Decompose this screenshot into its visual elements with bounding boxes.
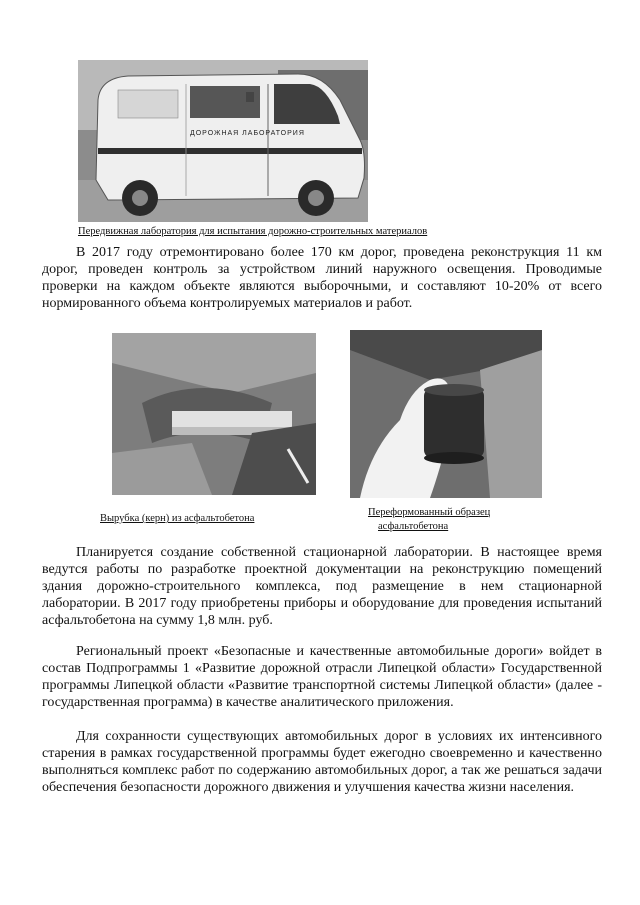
van-photo-caption: Передвижная лаборатория для испытания дорожно-строительных материалов [78,226,428,237]
van-side-lettering: ДОРОЖНАЯ ЛАБОРАТОРИЯ [190,130,305,137]
sample-photo-caption-line1: Переформованный образец [368,507,491,518]
mobile-lab-van-photo [78,60,368,222]
paragraph-1: В 2017 году отремонтировано более 170 км дорог, проведена реконструкция 11 км дорог, проведен контроль за устройством линий наружного освещения. Проводимые проверки на каждом объекте являются выборочными, и составляют 10-20% от всего нормированного объема контролируемых материалов и работ. [42,245,602,311]
paragraph-4: Для сохранности существующих автомобильных дорог в условиях их интенсивного старения в рамках государственной программы будет ежегодно своевременно и качественно выполняться комплекс работ по содержанию автомобильных дорог, а так же решаться задачи обеспечения безопасности дорожного движения и улучшения качества жизни населения. [42,729,602,795]
asphalt-core-photo [112,333,316,495]
paragraph-2: Планируется создание собственной стационарной лаборатории. В настоящее время ведутся работы по разработке проектной документации на реконструкцию помещений здания дорожно-строительного комплекса, под размещение в нем стационарной лаборатории. В 2017 году приобретены приборы и оборудование для проведения испытаний асфальтобетона на сумму 1,8 млн. руб. [42,545,602,628]
core-photo-caption: Вырубка (керн) из асфальтобетона [100,513,255,524]
paragraph-3: Региональный проект «Безопасные и качественные автомобильные дороги» войдет в состав Подпрограммы 1 «Развитие дорожной отрасли Липецкой области» Государственной программы Липецкой области «Развитие транспортной системы Липецкой области» (далее - государственная программа) в качестве аналитического приложения. [42,644,602,710]
reformed-sample-photo [350,330,542,498]
sample-photo-caption-line2: асфальтобетона [378,521,449,532]
